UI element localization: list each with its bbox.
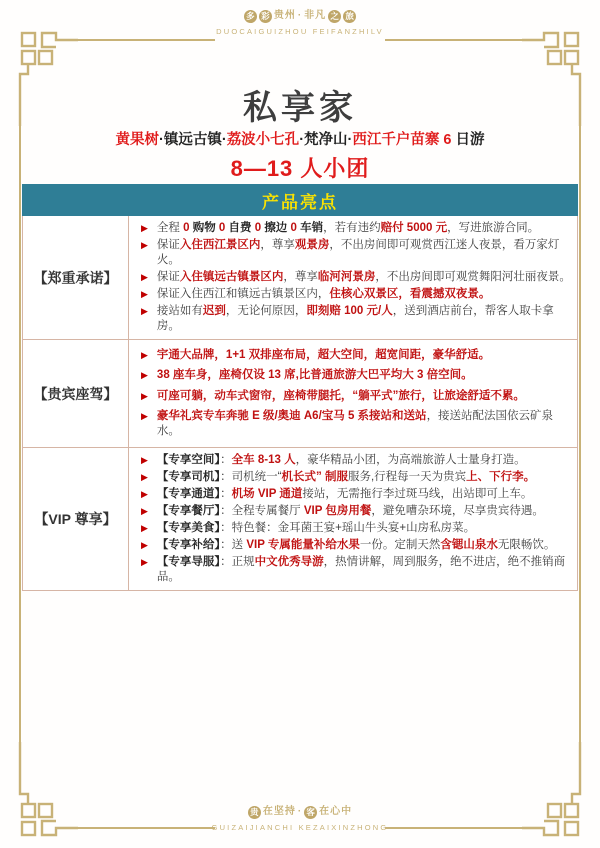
row-bullets xyxy=(129,216,577,339)
bullet-item xyxy=(141,538,571,553)
bullet-text: 保证入住镇远古镇景区内，尊享临河河景房，不出房间即可观赏舞阳河壮丽夜景。 xyxy=(156,271,571,283)
bullet-item xyxy=(141,368,571,383)
bullet-text: 豪华礼宾专车奔驰 E 级/奥迪 A6/宝马 5 系接站和送站，接送站配法国依云矿泉水。 xyxy=(156,409,554,437)
brand-char: 在心中 xyxy=(319,806,353,817)
frame-right-line xyxy=(579,126,581,742)
brand-char: 在坚持 xyxy=(262,806,296,817)
bullet-arrow-icon: ▶ xyxy=(141,540,148,550)
brand-circle-char: 多 xyxy=(244,10,257,23)
bullet-item xyxy=(141,304,571,334)
bullet-arrow-icon: ▶ xyxy=(141,472,148,482)
row-label: 【贵宾座驾】 xyxy=(23,340,129,447)
bullet-text: 【专享空间】：全车 8-13 人，豪华精品小团，为高端旅游人士量身打造。 xyxy=(156,454,526,466)
bullet-item xyxy=(141,487,571,502)
trip-route-segment: 黄果树 xyxy=(115,132,159,148)
bullet-item xyxy=(141,287,571,302)
frame-left-line xyxy=(19,126,21,742)
bullet-item xyxy=(141,521,571,536)
bullet-item xyxy=(141,348,571,363)
brand-circle-char: 旅 xyxy=(343,10,356,23)
brand-footer-caption: GUIZAIJIANCHI KEZAIXINZHONG xyxy=(211,822,389,832)
trip-route-segment: 梵净山 xyxy=(304,132,348,148)
row-bullets xyxy=(129,340,577,447)
brand-footer xyxy=(0,804,600,832)
bullet-item xyxy=(141,270,571,285)
bullet-arrow-icon: ▶ xyxy=(141,557,148,567)
bullet-arrow-icon: ▶ xyxy=(141,410,148,421)
bullet-arrow-icon: ▶ xyxy=(141,289,148,299)
bullet-item xyxy=(141,470,571,485)
brand-footer-chars xyxy=(0,804,600,821)
bullet-text: 【专享美食】：特色餐：金耳菌王宴+瑶山牛头宴+山房私房菜。 xyxy=(156,522,476,534)
bullet-arrow-icon: ▶ xyxy=(141,489,148,499)
bullet-arrow-icon: ▶ xyxy=(141,523,148,533)
table-row xyxy=(23,448,577,590)
bullet-item xyxy=(141,409,571,439)
highlights-table xyxy=(22,216,578,591)
bullet-item xyxy=(141,389,571,404)
bullet-text: 可座可躺，动车式窗帘，座椅带腿托，“躺平式”旅行，让旅途舒适不累。 xyxy=(156,389,525,402)
bullet-item xyxy=(141,221,571,236)
brand-header xyxy=(0,8,600,36)
brand-circle-char: 客 xyxy=(304,806,317,819)
bullet-text: 接站如有迟到，无论何原因，即刻赔 100 元/人，送到酒店前台，帮客人取卡拿房。 xyxy=(156,305,554,332)
brand-char: · xyxy=(297,10,303,21)
bullet-text: 宇通大品牌，1+1 双排座布局，超大空间，超宽间距，豪华舒适。 xyxy=(156,349,491,362)
bullet-arrow-icon: ▶ xyxy=(141,240,148,250)
bullet-item xyxy=(141,504,571,519)
brand-char: 贵州 xyxy=(273,10,296,21)
bullet-text: 【专享通道】：机场 VIP 通道接站，无需拖行李过斑马线，出站即可上车。 xyxy=(156,488,533,500)
bullet-text: 【专享导服】：正规中文优秀导游，热情讲解，周到服务，绝不进店，绝不推销商品。 xyxy=(156,556,566,583)
group-size-text: 8—13 人小团 xyxy=(230,156,370,181)
table-row xyxy=(23,216,577,340)
bullet-text: 38 座车身，座椅仅设 13 席,比普通旅游大巴平均大 3 倍空间。 xyxy=(156,369,473,382)
bullet-arrow-icon: ▶ xyxy=(141,223,148,233)
bullet-arrow-icon: ▶ xyxy=(141,306,148,316)
trip-route-segment: 镇远古镇 xyxy=(163,132,222,148)
row-label: 【郑重承诺】 xyxy=(23,216,129,339)
bullet-arrow-icon: ▶ xyxy=(141,370,148,381)
bullet-arrow-icon: ▶ xyxy=(141,350,148,361)
bullet-text: 保证入住西江和镇远古镇景区内，住核心双景区，看震撼双夜景。 xyxy=(156,288,491,300)
brand-circle-char: 之 xyxy=(328,10,341,23)
bullet-text: 保证入住西江景区内，尊享观景房，不出房间即可观赏西江迷人夜景，看万家灯火。 xyxy=(156,239,560,266)
bullet-text: 【专享补给】：送 VIP 专属能量补给水果一份。定制天然含锶山泉水无限畅饮。 xyxy=(156,539,556,551)
brand-circle-char: 彩 xyxy=(259,10,272,23)
trip-route-segment: · xyxy=(159,132,164,148)
brand-circle-char: 贵 xyxy=(248,806,261,819)
bullet-item xyxy=(141,555,571,585)
section-banner-label: 产品亮点 xyxy=(262,192,338,212)
brand-char: · xyxy=(297,806,303,817)
bullet-arrow-icon: ▶ xyxy=(141,455,148,465)
table-row xyxy=(23,340,577,448)
bullet-arrow-icon: ▶ xyxy=(141,390,148,401)
bullet-item xyxy=(141,238,571,268)
bullet-item xyxy=(141,453,571,468)
trip-route-segment: 日游 xyxy=(455,132,485,148)
row-label: 【VIP 尊享】 xyxy=(23,448,129,590)
brand-header-caption: DUOCAIGUIZHOU FEIFANZHILV xyxy=(216,26,384,36)
trip-route-segment: 荔波小七孔 xyxy=(226,132,300,148)
trip-route-title xyxy=(0,130,600,150)
section-banner xyxy=(22,184,578,216)
trip-route-segment: · xyxy=(221,132,227,148)
bullet-text: 全程 0 购物 0 自费 0 擦边 0 车销，若有违约赔付 5000 元，写进旅游合同。 xyxy=(156,222,540,234)
bullet-arrow-icon: ▶ xyxy=(141,506,148,516)
trip-route-segment: 西江千户苗寨 xyxy=(352,132,440,148)
row-bullets xyxy=(129,448,577,590)
frame-top-right-rule xyxy=(385,39,523,41)
bullet-text: 【专享餐厅】：全程专属餐厅 VIP 包房用餐，避免嘈杂环境，尽享贵宾待遇。 xyxy=(156,505,544,517)
frame-top-left-rule xyxy=(77,39,215,41)
brand-char: 非凡 xyxy=(304,10,327,21)
bullet-text: 【专享司机】：司机统一“机长式” 制服服务,行程每一天为贵宾上、下行李。 xyxy=(156,471,536,483)
trip-route-segment: · xyxy=(299,132,305,148)
trip-route-segment: · xyxy=(347,132,353,148)
brand-header-chars xyxy=(0,8,600,25)
page-title: 私享家 xyxy=(243,89,357,127)
trip-route-segment: 6 xyxy=(439,132,456,148)
bullet-arrow-icon: ▶ xyxy=(141,272,148,282)
